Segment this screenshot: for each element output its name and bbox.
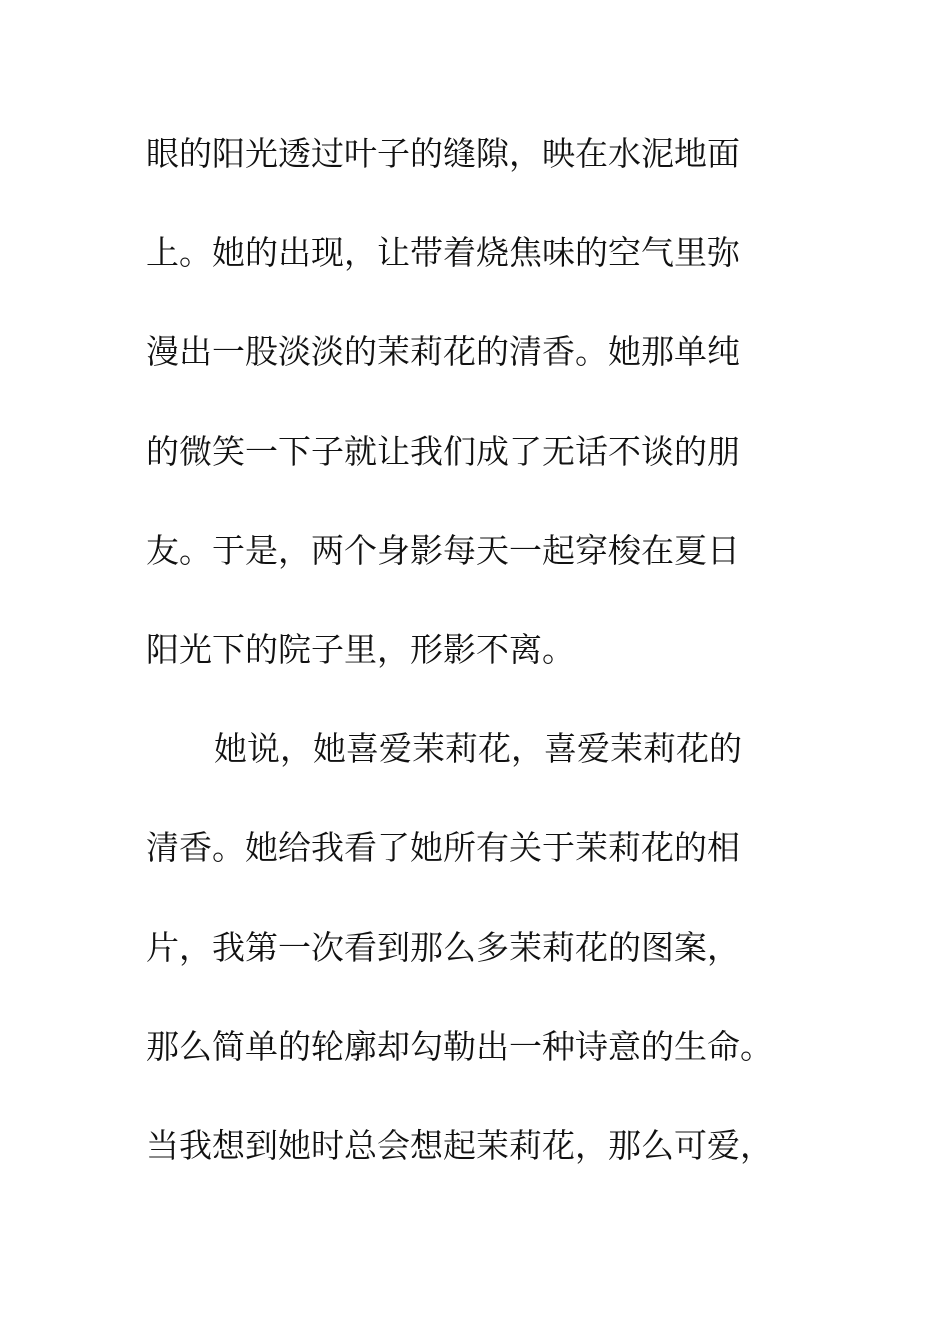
text-line-5: 友。于是，两个身影每天一起穿梭在夏日 [146, 530, 740, 570]
text-line-8: 清香。她给我看了她所有关于茉莉花的相 [146, 828, 740, 868]
text-line-1: 眼的阳光透过叶子的缝隙，映在水泥地面 [146, 134, 740, 173]
body-text [146, 128, 806, 1219]
text-line-7: 她说，她喜爱茉莉花，喜爱茉莉花的 [214, 729, 742, 769]
text-line-3: 漫出一股淡淡的茉莉花的清香。她那单纯 [146, 332, 740, 372]
text-line-10: 那么简单的轮廓却勾勒出一种诗意的生命。 [146, 1026, 773, 1066]
text-line-4: 的微笑一下子就让我们成了无话不谈的朋 [146, 431, 740, 471]
text-line-9: 片，我第一次看到那么多茉莉花的图案， [146, 927, 740, 967]
text-line-2: 上。她的出现，让带着烧焦味的空气里弥 [146, 233, 740, 273]
text-line-11: 当我想到她时总会想起茉莉花，那么可爱， [146, 1125, 773, 1165]
text-line-6: 阳光下的院子里，形影不离。 [146, 629, 575, 669]
